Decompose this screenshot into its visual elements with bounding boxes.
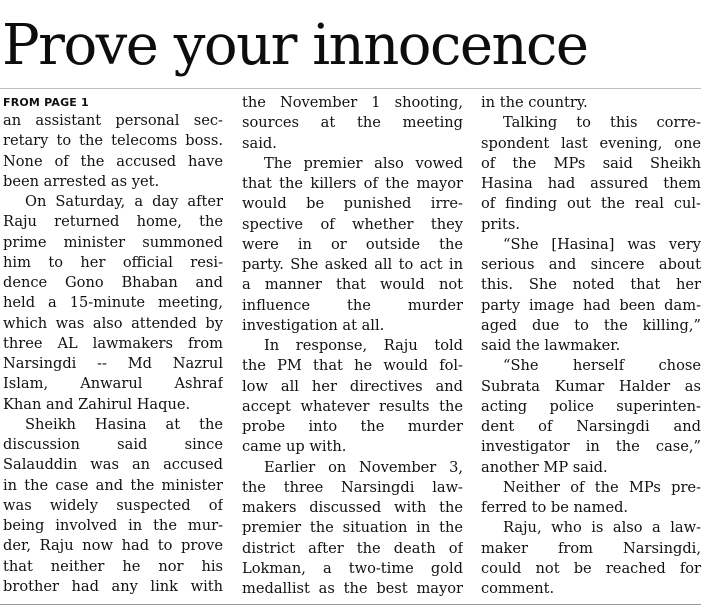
article-line: probe into the murder — [242, 418, 463, 435]
article-line: Salauddin was an accused — [3, 456, 223, 474]
article-line: Hasina had assured them — [481, 175, 701, 192]
article-line: was widely suspected of — [3, 496, 223, 514]
article-line: were in or outside the — [242, 235, 463, 253]
article-line: Raju returned home, the — [3, 213, 223, 231]
article-line: retary to the telecoms boss. — [3, 132, 223, 150]
article-line: this. She noted that her — [481, 276, 701, 294]
article-line: district after the death of — [242, 539, 463, 557]
article-line: party. She asked all to act in — [242, 256, 463, 273]
article-line: Subrata Kumar Halder as — [481, 377, 701, 395]
article-line: Raju, who is also a law- — [503, 519, 701, 537]
headline-divider — [0, 88, 701, 89]
article-line: prime minister summoned — [3, 233, 223, 251]
article-line: None of the accused have — [3, 152, 223, 170]
article-line: low all her directives and — [242, 377, 463, 395]
article-line: acting police superinten- — [481, 397, 701, 415]
article-line: “She [Hasina] was very — [503, 235, 701, 253]
article-line: comment. — [481, 580, 555, 597]
article-line: in the case and the minister — [3, 476, 223, 494]
article-line: him to her official resi- — [3, 253, 223, 271]
article-line: said. — [242, 134, 277, 152]
article-line: investigation at all. — [242, 316, 385, 334]
article-line: der, Raju now had to prove — [3, 537, 223, 555]
article-line: serious and sincere about — [481, 256, 701, 273]
article-line: premier the situation in the — [242, 519, 463, 537]
article-line: Earlier on November 3, — [264, 458, 463, 476]
article-line: Neither of the MPs pre- — [503, 478, 701, 496]
article-line: could not be reached for — [481, 559, 701, 577]
article-line: makers discussed with the — [242, 499, 463, 516]
article-line: dence Gono Bhaban and — [3, 274, 223, 291]
article-line: the PM that he would fol- — [242, 357, 463, 375]
article-line: been arrested as yet. — [3, 172, 160, 190]
article-line: another MP said. — [481, 458, 608, 476]
article-line: in the country. — [481, 94, 588, 111]
article-line: spondent last evening, one — [481, 134, 701, 152]
article-line: brother had any link with — [3, 577, 223, 595]
article-line: Khan and Zahirul Haque. — [3, 395, 191, 413]
article-line: Islam, Anwarul Ashraf — [3, 375, 223, 393]
article-line: of finding out the real cul- — [481, 195, 701, 213]
article-column-1 — [3, 111, 223, 605]
article-line: dent of Narsingdi and — [481, 418, 701, 435]
continuation-kicker: FROM PAGE 1 — [3, 96, 89, 109]
article-line: would be punished irre- — [242, 195, 463, 213]
article-line: three AL lawmakers from — [3, 334, 223, 352]
article-line: party image had been dam- — [481, 296, 701, 314]
article-line: that the killers of the mayor — [242, 175, 463, 192]
article-line: held a 15-minute meeting, — [3, 294, 223, 312]
article-line: a manner that would not — [242, 276, 463, 294]
article-line: an assistant personal sec- — [3, 112, 223, 129]
article-line: On Saturday, a day after — [25, 193, 223, 210]
article-line: Narsingdi -- Md Nazrul — [3, 355, 223, 372]
headline: Prove your innocence — [2, 13, 588, 78]
article-line: Lokman, a two-time gold — [242, 559, 463, 577]
article-line: came up with. — [242, 438, 347, 456]
article-line: accept whatever results the — [242, 397, 463, 415]
article-line: discussion said since — [3, 436, 223, 453]
article-line: ferred to be named. — [481, 499, 629, 516]
article-line: which was also attended by — [3, 314, 223, 332]
article-line: said the lawmaker. — [481, 337, 621, 354]
article-line: Talking to this corre- — [503, 114, 701, 132]
article-line: influence the murder — [242, 296, 463, 314]
article-line: investigator in the case,” — [481, 438, 701, 456]
article-line: sources at the meeting — [242, 114, 463, 132]
article-line: the three Narsingdi law- — [242, 478, 463, 496]
article-line: that neither he nor his — [3, 557, 223, 575]
article-line: Sheikh Hasina at the — [25, 415, 223, 433]
article-line: The premier also vowed — [264, 154, 463, 172]
article-line: the November 1 shooting, — [242, 94, 463, 111]
article-line: medallist as the best mayor — [242, 580, 463, 597]
article-column-2 — [242, 93, 463, 598]
article-line: being involved in the mur- — [3, 517, 223, 534]
bottom-rule — [0, 604, 701, 605]
article-line: prits. — [481, 215, 520, 233]
article-column-3 — [481, 93, 701, 598]
article-line: In response, Raju told — [264, 337, 463, 354]
article-line: of the MPs said Sheikh — [481, 154, 701, 172]
article-line: spective of whether they — [242, 215, 463, 233]
article-line: aged due to the killing,” — [481, 316, 701, 334]
article-line: maker from Narsingdi, — [481, 539, 701, 557]
article-line: “She herself chose — [503, 357, 701, 375]
